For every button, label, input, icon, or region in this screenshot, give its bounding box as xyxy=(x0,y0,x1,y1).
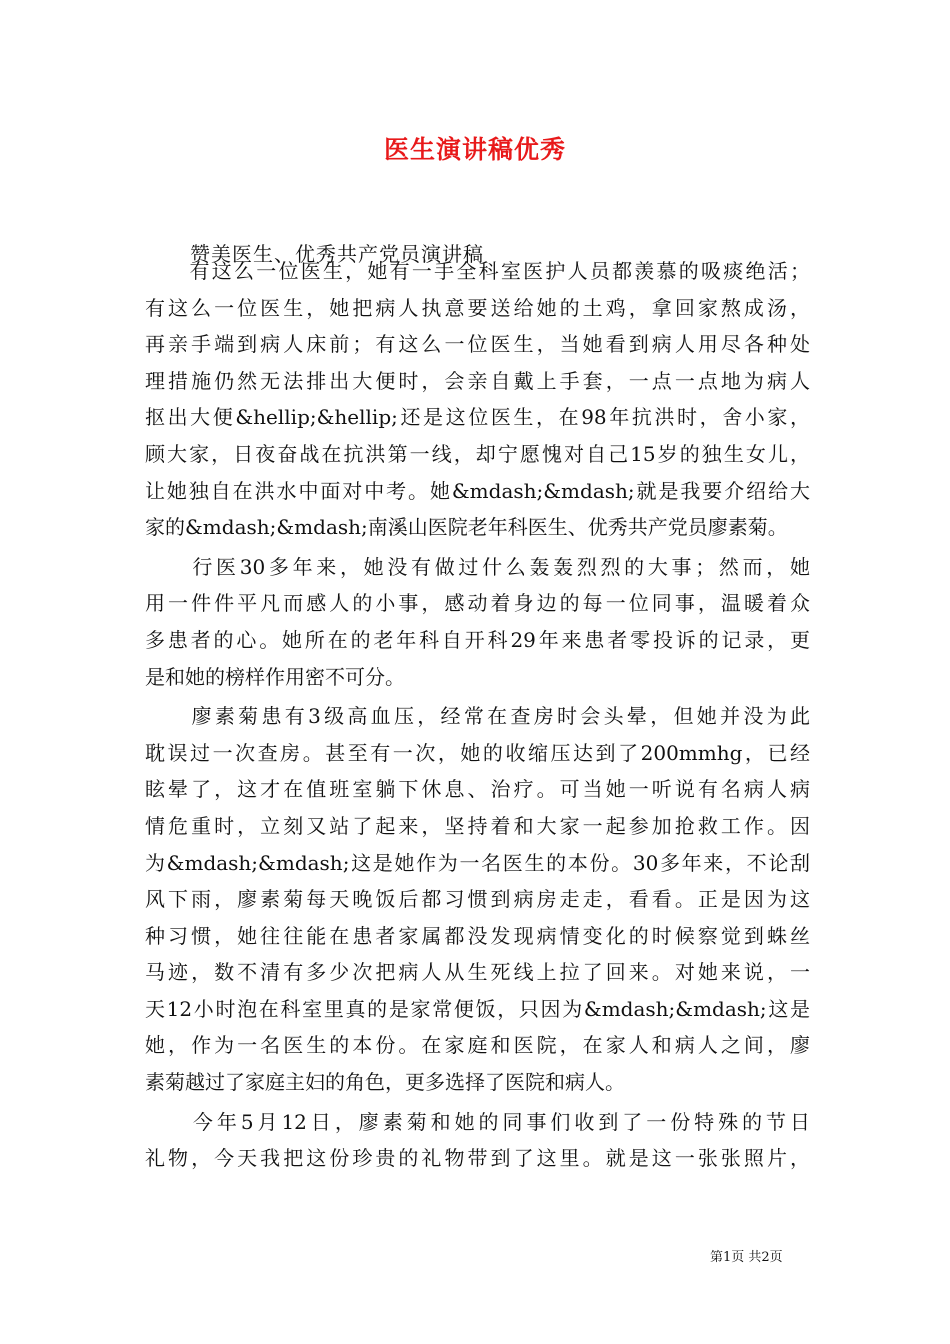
page-number: 第1页 共2页 xyxy=(710,1250,783,1265)
text-line: 再亲手端到病人床前；有这么一位医生，当她看到病人用尽各种处 xyxy=(145,332,810,357)
text-line: 是和她的榜样作用密不可分。 xyxy=(145,664,405,689)
page-title: 医生演讲稿优秀 xyxy=(383,135,566,164)
text-line: 素菊越过了家庭主妇的角色，更多选择了医院和病人。 xyxy=(145,1070,625,1095)
text-line: 多患者的心。她所在的老年科自开科29年来患者零投诉的记录，更 xyxy=(145,627,810,652)
text-line: 为&mdash;&mdash;这是她作为一名医生的本份。30多年来，不论刮 xyxy=(145,850,810,875)
text-line: 让她独自在洪水中面对中考。她&mdash;&mdash;就是我要介绍给大 xyxy=(145,478,810,503)
text-line: 种习惯，她往往能在患者家属都没发现病情变化的时候察觉到蛛丝 xyxy=(145,923,810,948)
text-line: 耽误过一次查房。甚至有一次，她的收缩压达到了200mmhg，已经 xyxy=(145,740,810,765)
text-line: 顾大家，日夜奋战在抗洪第一线，却宁愿愧对自己15岁的独生女儿， xyxy=(145,441,810,466)
text-line: 礼物，今天我把这份珍贵的礼物带到了这里。就是这一张张照片， xyxy=(145,1146,810,1171)
text-line: 她，作为一名医生的本份。在家庭和医院，在家人和病人之间，廖 xyxy=(145,1033,810,1058)
text-line: 廖素菊患有3级高血压，经常在查房时会头晕，但她并没为此 xyxy=(145,704,810,729)
text-line: 有这么一位医生，她有一手全科室医护人员都羡慕的吸痰绝活； xyxy=(145,259,810,283)
speech-subtitle: 赞美医生、优秀共产党员演讲稿 xyxy=(190,242,484,266)
text-line: 理措施仍然无法排出大便时，会亲自戴上手套，一点一点地为病人 xyxy=(145,368,810,393)
text-line: 抠出大便&hellip;&hellip;还是这位医生，在98年抗洪时，舍小家， xyxy=(145,405,810,430)
text-line: 眩晕了，这才在值班室躺下休息、治疗。可当她一听说有名病人病 xyxy=(145,777,810,802)
text-line: 用一件件平凡而感人的小事，感动着身边的每一位同事，温暖着众 xyxy=(145,591,810,616)
text-line: 情危重时，立刻又站了起来，坚持着和大家一起参加抢救工作。因 xyxy=(145,813,810,838)
body-text xyxy=(145,253,810,1177)
text-line: 行医30多年来，她没有做过什么轰轰烈烈的大事；然而，她 xyxy=(145,554,810,579)
text-line: 天12小时泡在科室里真的是家常便饭，只因为&mdash;&mdash;这是 xyxy=(145,996,810,1021)
text-line: 家的&mdash;&mdash;南溪山医院老年科医生、优秀共产党员廖素菊。 xyxy=(145,515,788,540)
text-line: 今年5月12日，廖素菊和她的同事们收到了一份特殊的节日 xyxy=(145,1109,810,1134)
text-line: 马迹，数不清有多少次把病人从生死线上拉了回来。对她来说，一 xyxy=(145,960,810,985)
text-line: 有这么一位医生，她把病人执意要送给她的土鸡，拿回家熬成汤， xyxy=(145,295,810,320)
text-line: 风下雨，廖素菊每天晚饭后都习惯到病房走走，看看。正是因为这 xyxy=(145,887,810,912)
